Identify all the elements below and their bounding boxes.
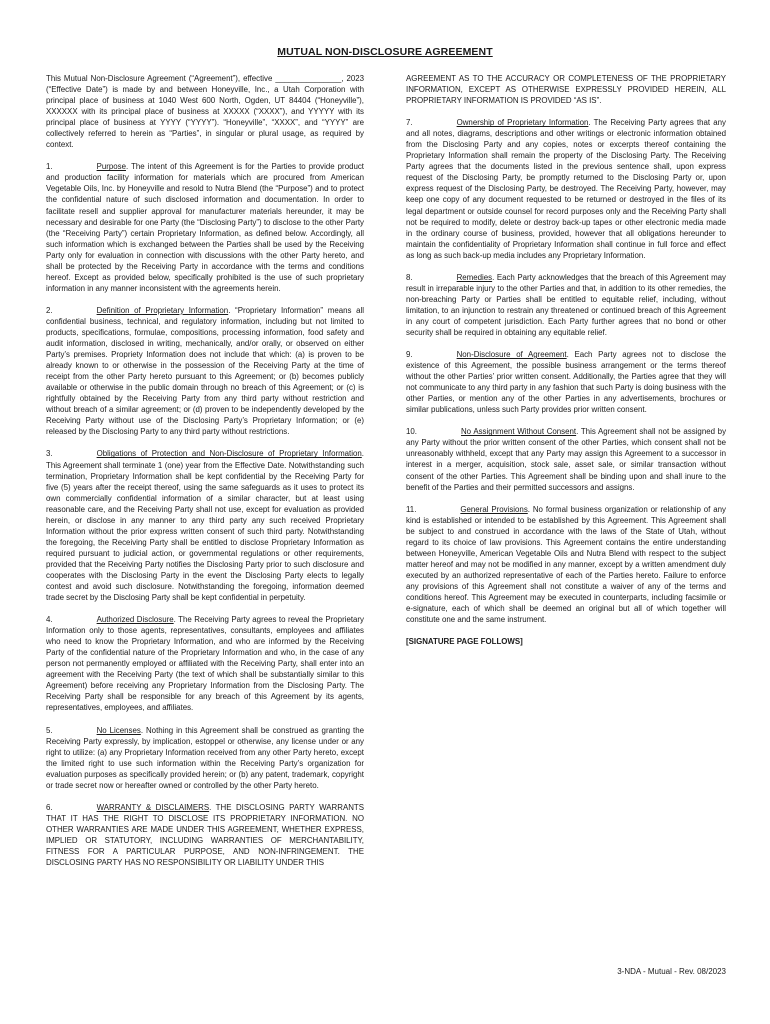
section-11 bbox=[406, 504, 726, 626]
section-number: 4. bbox=[46, 615, 53, 625]
section-number: 6. bbox=[46, 802, 53, 812]
section-heading: Remedies bbox=[456, 272, 493, 282]
section-9 bbox=[406, 349, 726, 415]
section-number: 8. bbox=[406, 272, 413, 282]
section-text: . Each Party acknowledges that the breach of this Agreement may result in irreparable injury to the other Parties and that, in addition to its other remedies, the non-breaching Party or Parties shall be entitled to equitable relief, including, without limitation, to an injunction to restrain any threatened or continued breach of this Agreement in any court of competent jurisdiction. Each Party further agrees that no bond or other security shall be required in obtaining any equitable relief. bbox=[406, 272, 726, 337]
section-heading: Non-Disclosure of Agreement bbox=[456, 350, 567, 360]
section-6 bbox=[46, 802, 364, 868]
intro-paragraph: This Mutual Non-Disclosure Agreement (“Agreement”), effective _______________, 2023 (“Effective Date”) is made by and between Honeyville, Inc., a Utah Corporation with principal place of business at 1040 West 600 North, Ogden, UT 84404 (“Honeyville”), XXXXXX with its principal place of business at XXXXX (“XXXX”), and YYYYY with its principal place of business at YYYY (“YYYY”). “Honeyville”, “XXXX”, and “YYYY” are collectively referred to herein as “Parties”, in singular or plural usage, as required by context. bbox=[46, 74, 364, 150]
section-number: 9. bbox=[406, 350, 413, 360]
section-2 bbox=[46, 305, 364, 438]
right-column bbox=[406, 73, 726, 647]
section-8 bbox=[406, 272, 726, 338]
document-footer: 3-NDA - Mutual - Rev. 08/2023 bbox=[617, 967, 726, 976]
section-text: . The intent of this Agreement is for the Parties to provide product and production facility information for materials which are procured from American Vegetable Oils, Inc. by Honeyville and resold to Nutra Blend (the “Purpose”) and to protect the confidential nature of such disclosed information and documentation. In order to facilitate resell and supplier approval for manufacturer materials hereunder, it may be necessary and desirable for one Party (the “Disclosing Party”) to disclose to the other Party (the “Receiving Party”) certain Proprietary Information, as defined below. Accordingly, all such information which is exchanged between the Parties shall be used by the Receiving Party only for evaluation in connection with discussions with the other Party hereto, and shall be protected by the Receiving Party in accordance with the terms and conditions hereof. Except as provided below, specifically prohibited is the use of such proprietary information in any manner inconsistent with the agreements herein. bbox=[46, 162, 364, 293]
section-5 bbox=[46, 725, 364, 791]
signature-page-note: [SIGNATURE PAGE FOLLOWS] bbox=[406, 637, 523, 647]
document-title: MUTUAL NON-DISCLOSURE AGREEMENT bbox=[277, 46, 493, 58]
left-column bbox=[46, 73, 364, 868]
section-6-continuation: AGREEMENT AS TO THE ACCURACY OR COMPLETENESS OF THE PROPRIETARY INFORMATION, EXCEPT AS OTHERWISE EXPRESSLY PROVIDED HEREIN, ALL PROPRIETARY INFORMATION IS PROVIDED “AS IS”. bbox=[406, 74, 726, 106]
section-heading: Purpose bbox=[96, 162, 126, 172]
section-heading: Definition of Proprietary Information bbox=[96, 305, 229, 315]
section-text: . This Agreement shall not be assigned by any Party without the prior written consent of the other Parties, which consent shall not be unreasonably withheld, except that any Party may assign this Agreement to a successor in interest in a merger, acquisition, stock sale, asset sale, or similar transaction without consent of the other Parties. This Agreement shall be binding upon and shall inure to the benefit of the Parties and their permitted successors and assigns. bbox=[406, 427, 727, 492]
section-4 bbox=[46, 614, 364, 713]
section-heading: No Assignment Without Consent bbox=[460, 427, 577, 437]
section-text: . No formal business organization or relationship of any kind is established or intended to be established by this Agreement. This Agreement shall be subject to and construed in accordance with the laws of the State of Utah, without regard to its choice of law provisions. This Agreement contains the entire understanding between Honeyville, American Vegetable Oils and Nutra Blend with respect to the subject matter hereof and may not be modified in any manner, except by a written amendment duly executed by an authorized representative of each of the Parties hereto. Failure to enforce any provisions of this Agreement shall not constitute a waiver of any of the terms and conditions hereof. This Agreement may be executed in counterparts, including facsimile or e-signature, each of which shall be deemed an original but all of which together will constitute one and the same instrument. bbox=[406, 504, 726, 625]
section-number: 2. bbox=[46, 305, 53, 315]
section-text: . “Proprietary Information” means all confidential business, technical, and regulatory information, including but not limited to products, specifications, formulae, compositions, processing information, food safety and audit information, disclosed in writing, mechanically, and/or orally, or observed on either Party’s premises. Propriety Information does not include that which: (a) is proven to be already known to or otherwise in the possession of the Receiving Party at the time of receipt from the other Party hereto pursuant to this Agreement; or (b) becomes publicly available or otherwise in the public domain through no breach of this Agreement; or (c) is rightfully obtained by the Receiving Party from any third party without restriction and without breach of a similar agreement; or (d) proven to be independently developed by the Receiving Party without use of the Disclosing Party’s Proprietary Information; or (e) released by the Disclosing Party to any third party without restrictions. bbox=[46, 305, 365, 437]
section-heading: Ownership of Proprietary Information bbox=[456, 118, 589, 128]
section-number: 1. bbox=[46, 162, 53, 172]
section-text: . Nothing in this Agreement shall be construed as granting the Receiving Party expressly, by implication, estoppel or otherwise, any license under or any right to utilize: (a) any Proprietary Information received from any other Party hereto, except the limited right to use such information within the Receiving Party’s organization for evaluation purposes as specifically provided herein; or (b) any patent, trademark, copyright or trade secret now or hereafter owned or controlled by the other Party hereto. bbox=[46, 725, 365, 790]
section-heading: Authorized Disclosure bbox=[96, 615, 174, 625]
section-3 bbox=[46, 448, 364, 603]
section-text: . Each Party agrees not to disclose the existence of this Agreement, the possible business arrangement or the terms thereof without the other Parties’ prior written consent. Additionally, the Parties agree that they will not communicate to any third party in any fashion that such Party is doing business with the other Parties, or mention any of the other Parties in any advertisements, brochures or similar publications, unless such Party provides prior written consent. bbox=[406, 350, 726, 415]
section-number: 5. bbox=[46, 725, 53, 735]
section-text: . The Receiving Party agrees to reveal the Proprietary Information only to those agents, representatives, consultants, employees and affiliates who need to know the Proprietary Information, and who are informed by the Receiving Party of the confidential nature of the Proprietary Information and who, in the case of any person not permanently employed or affiliated with the Receiving Party, shall enter into an agreement with the Receiving Party (the text of which shall be substantially similar to this Agreement) before receiving any Proprietary Information from the Disclosing Party. The Receiving Party shall be responsible for any breach of this Agreement by its agents, representatives, employees, and affiliates. bbox=[46, 615, 364, 713]
section-7 bbox=[406, 117, 726, 261]
section-text: . THE DISCLOSING PARTY WARRANTS THAT IT HAS THE RIGHT TO DISCLOSE ITS PROPRIETARY INFORMATION. NO OTHER WARRANTIES ARE MADE UNDER THIS AGREEMENT, WHETHER EXPRESS, IMPLIED OR STATUTORY, INCLUDING WARRANTIES OF MERCHANTABILITY, FITNESS FOR A PARTICULAR PURPOSE, AND NON-INFRINGEMENT. THE DISCLOSING PARTY HAS NO RESPONSIBILITY OR LIABILITY UNDER THIS bbox=[46, 802, 364, 868]
section-heading: No Licenses bbox=[96, 725, 141, 735]
section-text: . The Receiving Party agrees that any and all notes, diagrams, descriptions and other writings or electronic information obtained from the Disclosing Party and any copies, notes or excerpts thereof containing the Proprietary Information shall remain the property of the Disclosing Party. The Receiving Party agrees that the documents listed in the previous sentence shall, upon express request of the Disclosing Party, be promptly returned to the Disclosing Party or, upon express request of the Disclosing Party, be destroyed. The Receiving Party, however, may keep one copy of any document requested to be returned or destroyed in the files of its legal department or outside counsel for record purposes only and the Receiving Party shall not be required to modify, delete or destroy back-up tapes or other electronic media made in the ordinary course of business, provided, however that all obligations hereunder to maintain the confidentiality of Proprietary Information shall continue in full force and effect as long as such back-up media includes any Proprietary Information. bbox=[406, 118, 726, 260]
section-heading: WARRANTY & DISCLAIMERS bbox=[96, 802, 210, 812]
section-heading: General Provisions bbox=[460, 504, 528, 514]
section-number: 3. bbox=[46, 449, 53, 459]
section-1 bbox=[46, 161, 364, 294]
section-heading: Obligations of Protection and Non-Disclosure of Proprietary Information bbox=[96, 449, 362, 459]
section-number: 11. bbox=[406, 504, 417, 514]
section-text: . This Agreement shall terminate 1 (one) year from the Effective Date. Notwithstanding such termination, Proprietary Information shall be kept confidential by the Receiving Party for five (5) years after the receipt thereof, using the same safeguards as it uses to protect its own commercially confidential information of a similar character, but at least using reasonable care, and the Receiving Party shall not use, except for evaluation as provided herein, or disclose in any manner to any third party any such received Proprietary Information without the prior express written consent of such third party. Notwithstanding the foregoing, the Receiving Party shall be entitled to disclose Proprietary Information as required pursuant to judicial action, or governmental regulations or other requirements, provided that the Receiving Party notifies the Disclosing Party prior to such disclosure and cooperates with the Disclosing Party in the event the Disclosing Party elects to legally contest and avoid such disclosure. Notwithstanding the foregoing, information deemed trade secret by the Disclosing Party shall be kept confidential in perpetuity. bbox=[46, 449, 364, 603]
section-number: 10. bbox=[406, 427, 417, 437]
section-10 bbox=[406, 426, 726, 492]
section-number: 7. bbox=[406, 118, 413, 128]
